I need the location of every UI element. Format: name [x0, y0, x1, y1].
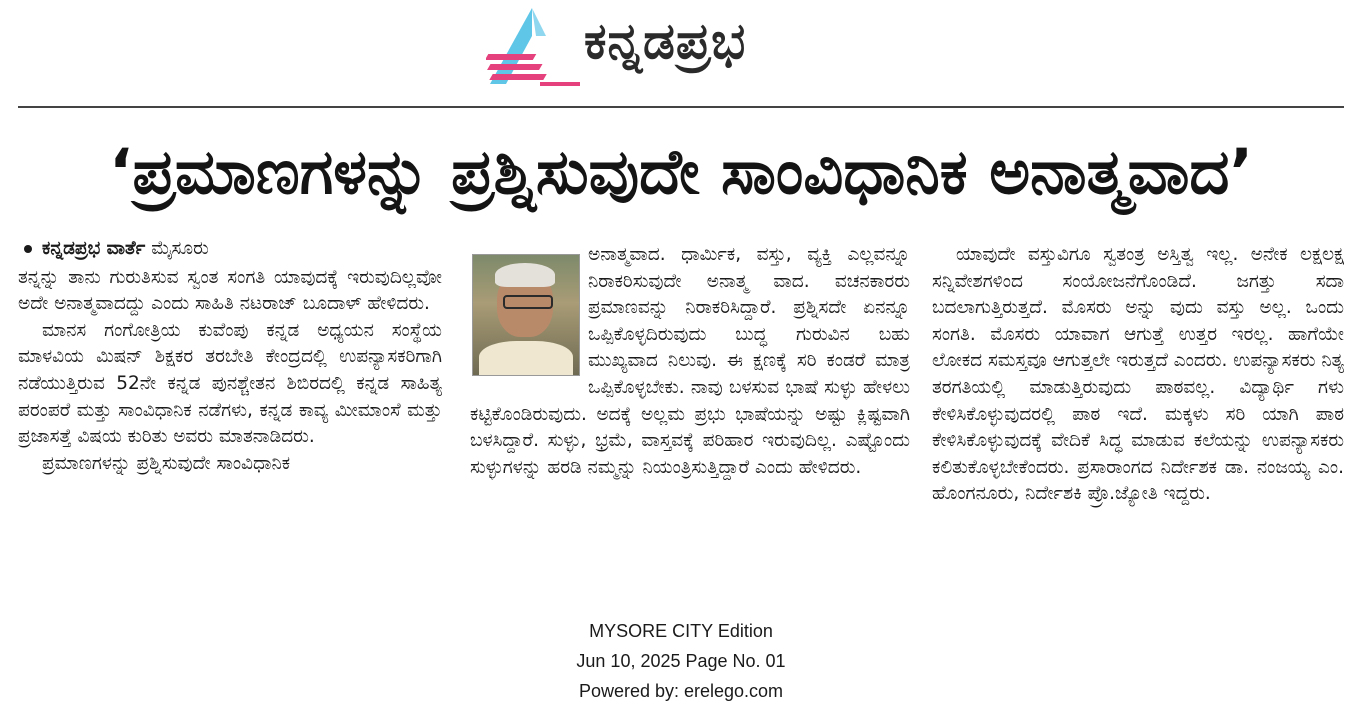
paragraph: ಯಾವುದೇ ವಸ್ತುವಿಗೂ ಸ್ವತಂತ್ರ ಅಸ್ತಿತ್ವ ಇಲ್ಲ. ಅನೇಕ ಲಕ್ಷಲಕ್ಷ ಸನ್ನಿವೇಶಗಳಿಂದ ಸಂಯೋಜನೆಗೊಂಡಿದೆ. ಜಗತ್ತು ಸದಾ ಬದಲಾಗುತ್ತಿರುತ್ತದೆ. ಮೊಸರು ಅನ್ನು ವುದು ವಸ್ತು ಅಲ್ಲ. ಒಂದು ಸಂಗತಿ. ಮೊಸರು ಯಾವಾಗ ಆಗುತ್ತೆ ಉತ್ತರ ಇರಲ್ಲ. ಹಾಗೆಯೇ ಲೋಕದ ಸಮಸ್ತವೂ ಆಗುತ್ತಲೇ ಇರುತ್ತದೆ ಎಂದರು. ಉಪನ್ಯಾಸಕರು ನಿತ್ಯ ತರಗತಿಯಲ್ಲಿ ಮಾಡುತ್ತಿರುವುದು ಪಾಠವಲ್ಲ. ವಿದ್ಯಾರ್ಥಿ ಗಳು ಕೇಳಿಸಿಕೊಳ್ಳುವುದರಲ್ಲಿ ಪಾಠ ಇದೆ. ಮಕ್ಕಳು ಸರಿ ಯಾಗಿ ಪಾಠ ಕೇಳಿಸಿಕೊಳ್ಳುವುದಕ್ಕೆ ವೇದಿಕೆ ಸಿದ್ಧ ಮಾಡುವ ಕಲೆಯನ್ನು ಉಪನ್ಯಾಸಕರು ಕಲಿತುಕೊಳ್ಳಬೇಕೆಂದರು. ಪ್ರಸಾರಾಂಗದ ನಿರ್ದೇಶಕ ಡಾ. ನಂಜಯ್ಯ ಎಂ. ಹೊಂಗನೂರು, ನಿರ್ದೇಶಕಿ ಪ್ರೊ.ಜ್ಯೋತಿ ಇದ್ದರು.	[932, 244, 1344, 505]
article-column-2	[470, 242, 910, 481]
paragraph: ಮಾನಸ ಗಂಗೋತ್ರಿಯ ಕುವೆಂಪು ಕನ್ನಡ ಅಧ್ಯಯನ ಸಂಸ್ಥೆಯ ಮಾಳವಿಯ ಮಿಷನ್ ಶಿಕ್ಷಕರ ತರಬೇತಿ ಕೇಂದ್ರದಲ್ಲಿ ಉಪನ್ಯಾಸಕರಿಗಾಗಿ ನಡೆಯುತ್ತಿರುವ 52ನೇ ಕನ್ನಡ ಪುನಶ್ಚೇತನ ಶಿಬಿರದಲ್ಲಿ ಕನ್ನಡ ಸಾಹಿತ್ಯ ಪರಂಪರೆ ಮತ್ತು ಸಾಂವಿಧಾನಿಕ ನಡೆಗಳು, ಕನ್ನಡ ಕಾವ್ಯ ಮೀಮಾಂಸೆ ಮತ್ತು ಪ್ರಜಾಸತ್ತೆ ವಿಷಯ ಕುರಿತು ಅವರು ಮಾತನಾಡಿದರು.	[18, 319, 442, 448]
photo-shirt	[479, 341, 573, 376]
masthead	[0, 0, 1362, 104]
date-page-label: Jun 10, 2025 Page No. 01	[576, 651, 786, 671]
photo-glasses	[503, 295, 553, 309]
paragraph: ಅನಾತ್ಮವಾದ. ಧಾರ್ಮಿಕ, ವಸ್ತು, ವ್ಯಕ್ತಿ ಎಲ್ಲವನ್ನೂ ನಿರಾಕರಿಸುವುದೇ ಅನಾತ್ಮ ವಾದ. ವಚನಕಾರರು ಪ್ರಮಾಣವನ್ನು ನಿರಾಕರಿಸಿದ್ದಾರೆ. ಪ್ರಶ್ನಿಸದೇ ಏನನ್ನೂ ಒಪ್ಪಿಕೊಳ್ಳದಿರುವುದು ಬುದ್ಧ ಗುರುವಿನ ಬಹು ಮುಖ್ಯವಾದ ನಿಲುವು. ಈ ಕ್ಷಣಕ್ಕೆ ಸರಿ ಕಂಡರೆ ಮಾತ್ರ ಒಪ್ಪಿಕೊಳ್ಳಬೇಕು. ನಾವು ಬಳಸುವ ಭಾಷೆ ಸುಳ್ಳು ಹೇಳಲು ಕಟ್ಟಿಕೊಂಡಿರುವುದು. ಅದಕ್ಕೆ ಅಲ್ಲಮ ಪ್ರಭು ಭಾಷೆಯನ್ನು ಅಷ್ಟು ಕ್ಲಿಷ್ಟವಾಗಿ ಬಳಸಿದ್ದಾರೆ. ಸುಳ್ಳು, ಭ್ರಮೆ, ವಾಸ್ತವಕ್ಕೆ ಪರಿಹಾರ ಇರುವುದಿಲ್ಲ. ಎಷ್ಟೊಂದು ಸುಳ್ಳುಗಳನ್ನು ಹರಡಿ ನಮ್ಮನ್ನು ನಿಯಂತ್ರಿಸುತ್ತಿದ್ದಾರೆ ಎಂದು ಹೇಳಿದರು.	[470, 244, 910, 478]
article-column-1	[18, 236, 442, 477]
brand-name: ಕನ್ನಡಪ್ರಭ	[584, 12, 747, 70]
paragraph: ತನ್ನನ್ನು ತಾನು ಗುರುತಿಸುವ ಸ್ವಂತ ಸಂಗತಿ ಯಾವುದಕ್ಕೆ ಇರುವುದಿಲ್ಲವೋ ಅದೇ ಅನಾತ್ಮವಾದದ್ದು ಎಂದು ಸಾಹಿತಿ ನಟರಾಜ್ ಬೂದಾಳ್ ಹೇಳಿದರು.	[18, 266, 442, 315]
powered-by-label: Powered by: erelego.com	[578, 681, 784, 701]
article-headline: ‘ಪ್ರಮಾಣಗಳನ್ನು ಪ್ರಶ್ನಿಸುವುದೇ ಸಾಂವಿಧಾನಿಕ ಅನಾತ್ಮವಾದ’	[108, 135, 1254, 208]
brand-logo-icon	[486, 6, 580, 88]
masthead-divider	[18, 106, 1344, 108]
byline	[18, 236, 442, 263]
bullet-icon	[24, 245, 32, 253]
photo-hair	[495, 263, 555, 287]
paragraph: ಪ್ರಮಾಣಗಳನ್ನು ಪ್ರಶ್ನಿಸುವುದೇ ಸಾಂವಿಧಾನಿಕ	[42, 452, 291, 474]
edition-label: MYSORE CITY Edition	[589, 621, 773, 641]
article-column-3	[932, 242, 1344, 508]
byline-source: ಕನ್ನಡಪ್ರಭ ವಾರ್ತೆ	[42, 238, 146, 259]
byline-place: ಮೈಸೂರು	[151, 238, 209, 259]
speaker-photo	[472, 254, 580, 376]
